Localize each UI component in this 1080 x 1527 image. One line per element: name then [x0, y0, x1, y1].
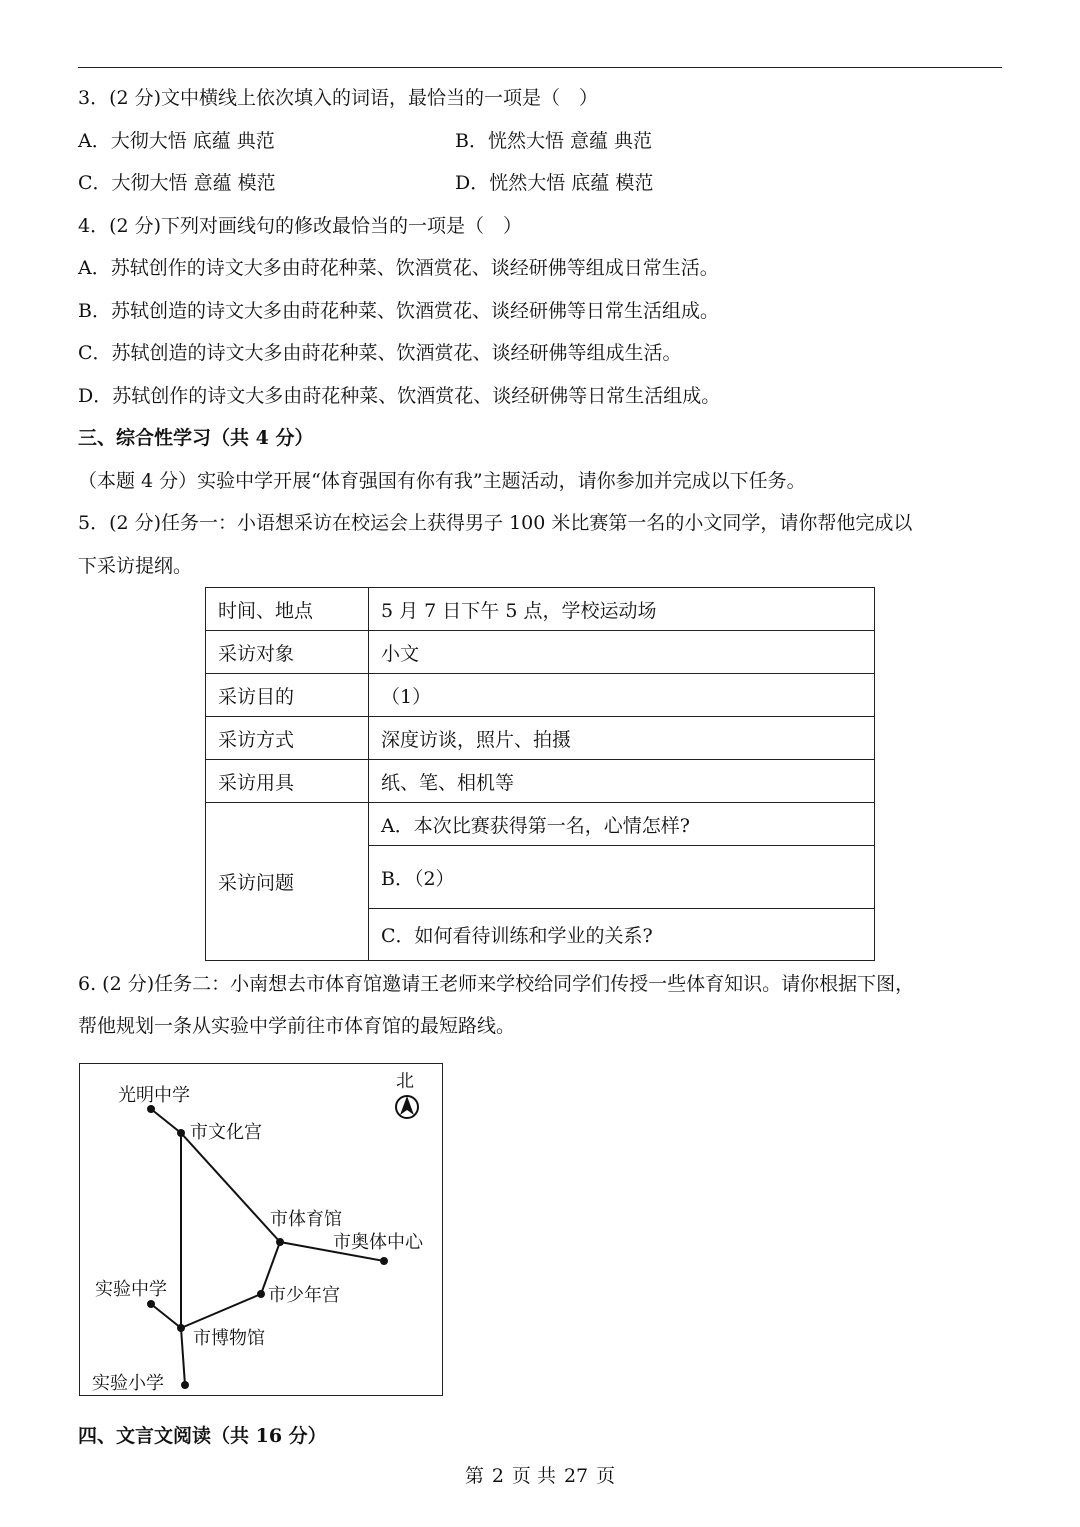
q4-option-b: B．苏轼创造的诗文大多由莳花种菜、饮酒赏花、谈经研佛等日常生活组成。: [78, 300, 719, 322]
table-key: 采访用具: [206, 760, 369, 803]
footer-post: 页: [596, 1465, 616, 1487]
label-museum: 市博物馆: [193, 1328, 265, 1349]
q4-option-a: A．苏轼创作的诗文大多由莳花种菜、饮酒赏花、谈经研佛等组成日常生活。: [78, 257, 719, 279]
q6-stem-line2: 帮他规划一条从实验中学前往市体育馆的最短路线。: [78, 1015, 516, 1037]
table-row: [206, 631, 875, 674]
table-row: [206, 717, 875, 760]
road-guangming-wenhuagong: [151, 1109, 181, 1133]
point-shiyan-primary-school: [181, 1381, 189, 1389]
point-youth-palace: [257, 1290, 265, 1298]
table-question: B．（2）: [369, 846, 875, 909]
table-value: 5 月 7 日下午 5 点，学校运动场: [369, 588, 875, 631]
road-wenhuagong-tiyuguan: [181, 1133, 280, 1242]
section3-heading: 三、综合性学习（共 4 分）: [78, 427, 314, 449]
table-key: 采访目的: [206, 674, 369, 717]
q4-stem: 4．(2 分)下列对画线句的修改最恰当的一项是（ ）: [78, 215, 523, 237]
q3-option-d: D．恍然大悟 底蕴 模范: [455, 172, 654, 194]
table-value: 深度访谈，照片、拍摄: [369, 717, 875, 760]
q3-stem: 3．(2 分)文中横线上依次填入的词语，最恰当的一项是（ ）: [78, 87, 599, 109]
label-cultural-palace: 市文化宫: [190, 1122, 262, 1143]
table-row: [206, 674, 875, 717]
footer-mid: 页 共: [511, 1465, 556, 1487]
footer-total-pages: 27: [563, 1465, 589, 1487]
label-stadium: 市体育馆: [270, 1209, 342, 1230]
point-museum: [177, 1324, 185, 1332]
interview-outline-table: [205, 587, 875, 961]
north-label: 北: [396, 1071, 414, 1092]
table-question: A．本次比赛获得第一名，心情怎样?: [369, 803, 875, 846]
label-olympic-center: 市奥体中心: [333, 1232, 423, 1253]
road-shaoniangong-bowuguan: [181, 1294, 261, 1328]
q3-option-a: A．大彻大悟 底蕴 典范: [78, 130, 275, 152]
top-rule: [78, 67, 1002, 68]
label-shiyan-middle-school: 实验中学: [95, 1279, 167, 1300]
q4-option-d: D．苏轼创作的诗文大多由莳花种菜、饮酒赏花、谈经研佛等日常生活组成。: [78, 385, 721, 407]
section4-heading: 四、文言文阅读（共 16 分）: [78, 1425, 327, 1447]
table-row: [206, 803, 875, 846]
label-guangming-middle-school: 光明中学: [118, 1085, 190, 1106]
table-value: （1）: [369, 674, 875, 717]
q6-stem-line1: 6. (2 分)任务二：小南想去市体育馆邀请王老师来学校给同学们传授一些体育知识。请你根据下图，: [78, 973, 915, 995]
table-value: 小文: [369, 631, 875, 674]
table-key: 采访方式: [206, 717, 369, 760]
table-value: 纸、笔、相机等: [369, 760, 875, 803]
section3-intro: （本题 4 分）实验中学开展“体育强国有你有我”主题活动，请你参加并完成以下任务。: [78, 470, 806, 492]
point-cultural-palace: [177, 1129, 185, 1137]
table-row: [206, 760, 875, 803]
table-key: 采访对象: [206, 631, 369, 674]
table-row: [206, 588, 875, 631]
route-map-svg: [80, 1064, 444, 1397]
route-map: [79, 1063, 443, 1396]
north-arrow-icon: [396, 1096, 418, 1118]
footer-pre: 第: [464, 1465, 484, 1487]
point-stadium: [276, 1238, 284, 1246]
q5-stem-line2: 下采访提纲。: [78, 555, 193, 577]
q3-option-b: B．恍然大悟 意蕴 典范: [455, 130, 653, 152]
point-guangming-middle-school: [147, 1105, 155, 1113]
label-youth-palace: 市少年宫: [268, 1285, 340, 1306]
page-footer: [0, 1462, 1080, 1490]
table-key-questions: 采访问题: [206, 803, 369, 961]
q5-stem-line1: 5．(2 分)任务一：小语想采访在校运会上获得男子 100 米比赛第一名的小文同学，请你帮他完成以: [78, 512, 913, 534]
label-shiyan-primary-school: 实验小学: [92, 1373, 164, 1394]
table-key: 时间、地点: [206, 588, 369, 631]
road-bowuguan-shiyanxiaoxue: [181, 1328, 185, 1385]
footer-page-number: 2: [491, 1465, 504, 1487]
q4-option-c: C．苏轼创造的诗文大多由莳花种菜、饮酒赏花、谈经研佛等组成生活。: [78, 342, 682, 364]
point-olympic-center: [380, 1257, 388, 1265]
q3-option-c: C．大彻大悟 意蕴 模范: [78, 172, 276, 194]
table-question: C．如何看待训练和学业的关系?: [369, 909, 875, 961]
point-shiyan-middle-school: [147, 1300, 155, 1308]
road-shiyanzhongxue-bowuguan: [151, 1304, 181, 1328]
